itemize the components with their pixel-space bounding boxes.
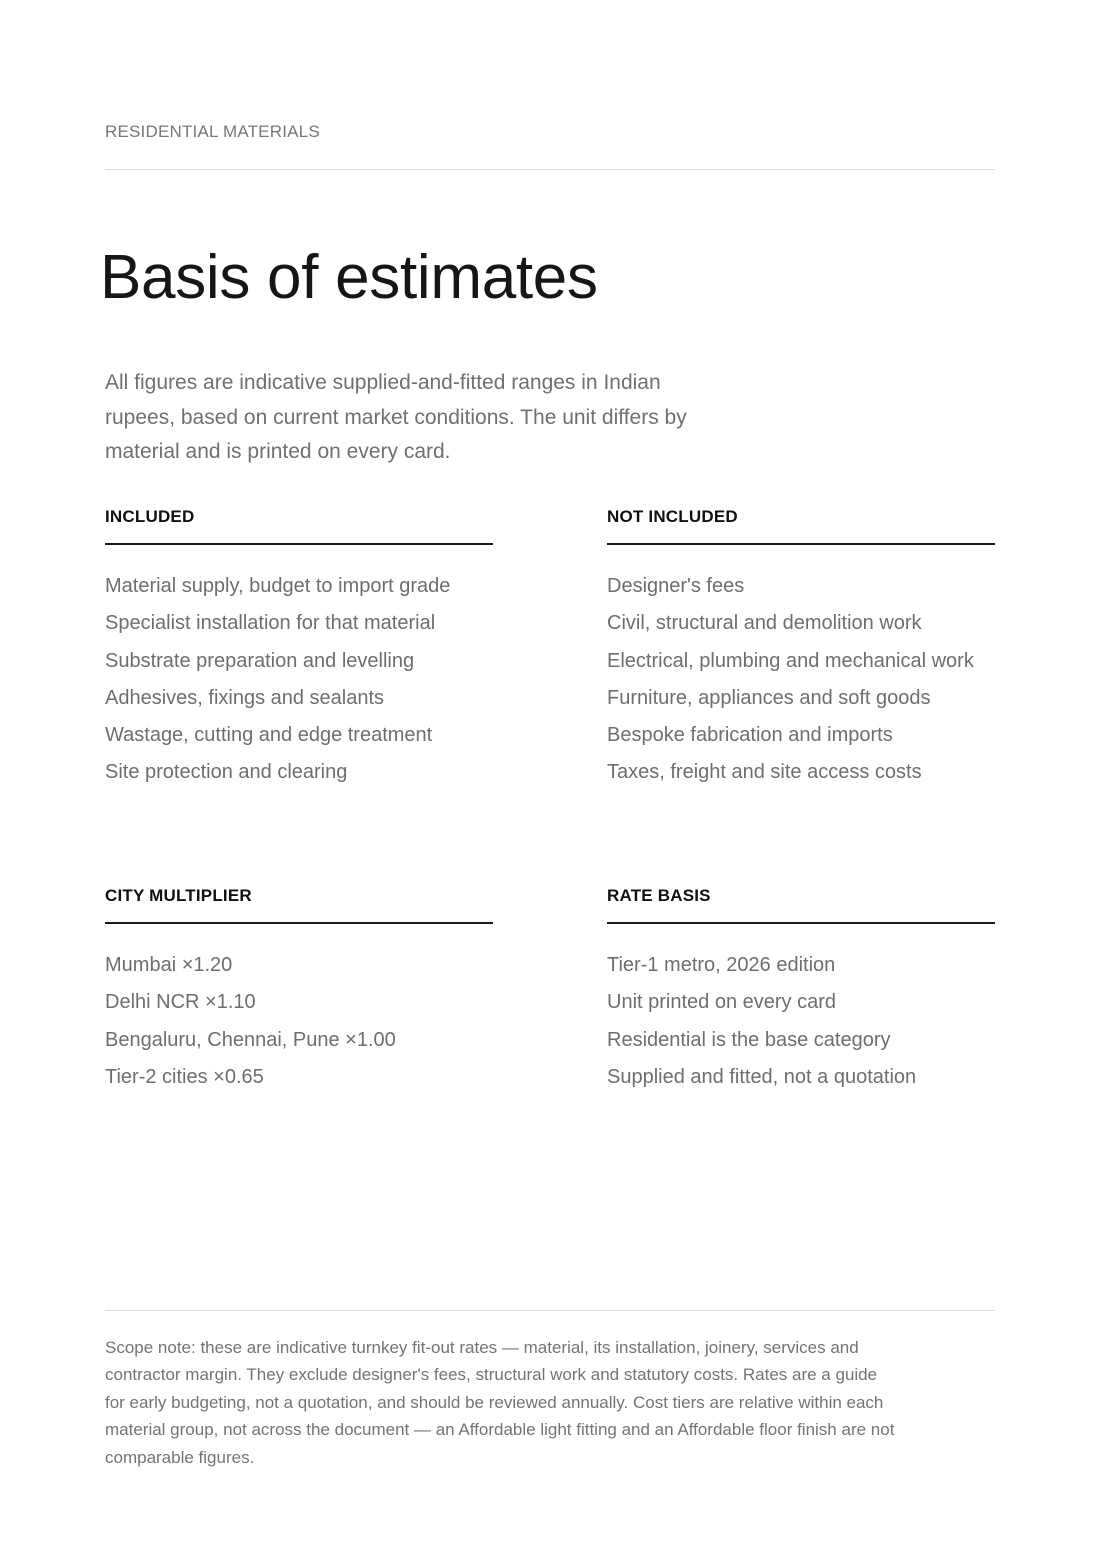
city-multiplier-section [105, 886, 493, 1096]
not-included-section [607, 507, 995, 792]
list-item: Bengaluru, Chennai, Pune ×1.00 [105, 1028, 396, 1051]
list-item: Specialist installation for that material [105, 612, 436, 635]
list-item: Civil, structural and demolition work [607, 612, 922, 635]
list-item: Substrate preparation and levelling [105, 649, 415, 672]
scope-note: Scope note: these are indicative turnkey fit-out rates — material, its installation, joinery, services and contractor margin. They exclude designer's fees, structural work and statutory costs. Rates are a guide for early budgeting, not a quotation, and should be reviewed annually. Cost tiers are relative within each material group, not across the document — an Affordable light fitting and an Affordable floor finish are not comparable figures. [105, 1338, 895, 1467]
not-included-list [607, 568, 995, 792]
list-item: Adhesives, fixings and sealants [105, 686, 385, 709]
list-item: Taxes, freight and site access costs [607, 761, 922, 784]
list-item: Bespoke fabrication and imports [607, 724, 893, 747]
list-item: Supplied and fitted, not a quotation [607, 1065, 917, 1088]
list-item: Site protection and clearing [105, 761, 348, 784]
included-list [105, 568, 493, 792]
list-item: Wastage, cutting and edge treatment [105, 724, 433, 747]
list-item: Furniture, appliances and soft goods [607, 686, 931, 709]
not-included-heading: NOT INCLUDED [607, 507, 995, 545]
intro-paragraph: All figures are indicative supplied-and-fitted ranges in Indian rupees, based on current market conditions. The unit differs by material and is printed on every card. [105, 371, 687, 463]
section-eyebrow: RESIDENTIAL MATERIALS [105, 122, 320, 141]
included-section [105, 507, 493, 792]
city-multiplier-list [105, 947, 493, 1096]
list-item: Electrical, plumbing and mechanical work [607, 649, 974, 672]
list-item: Residential is the base category [607, 1028, 891, 1051]
city-multiplier-heading: CITY MULTIPLIER [105, 886, 493, 924]
list-item: Designer's fees [607, 575, 745, 597]
list-item: Material supply, budget to import grade [105, 575, 451, 597]
list-item: Mumbai ×1.20 [105, 954, 233, 976]
included-heading: INCLUDED [105, 507, 493, 545]
top-divider [105, 169, 995, 170]
list-item: Tier-2 cities ×0.65 [105, 1065, 264, 1088]
list-item: Delhi NCR ×1.10 [105, 991, 256, 1014]
rate-basis-list [607, 947, 995, 1096]
page-title: Basis of estimates [100, 243, 598, 312]
rate-basis-heading: RATE BASIS [607, 886, 995, 924]
footer-divider [105, 1310, 995, 1311]
list-item: Tier-1 metro, 2026 edition [607, 954, 836, 976]
rate-basis-section [607, 886, 995, 1096]
list-item: Unit printed on every card [607, 991, 837, 1014]
